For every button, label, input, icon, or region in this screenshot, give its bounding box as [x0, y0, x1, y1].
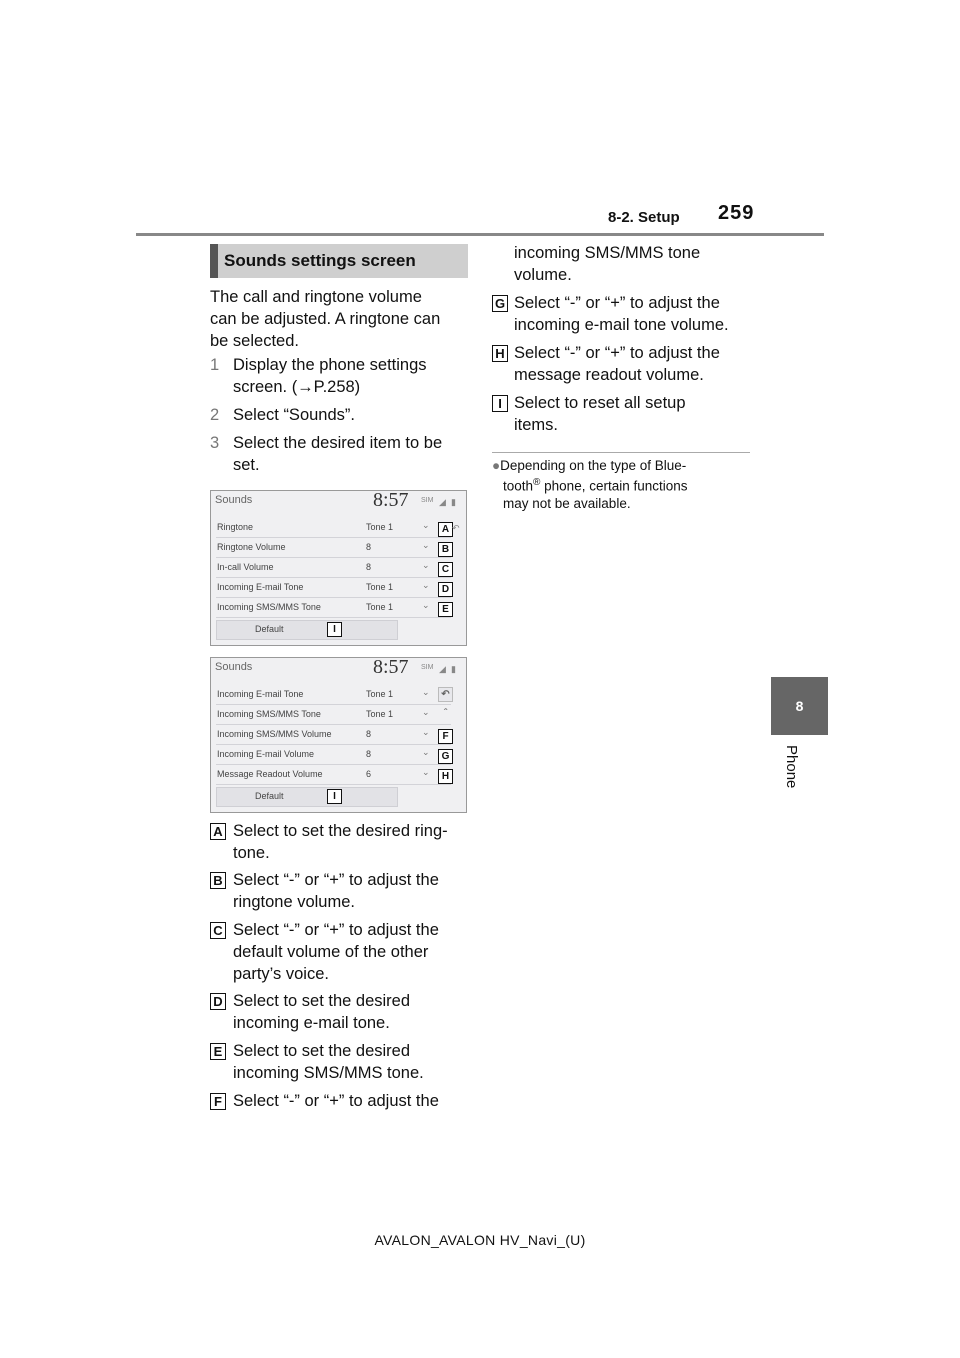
row-value: 8 [366, 542, 372, 552]
item-line: Select to reset all setup [514, 394, 686, 412]
screen-row[interactable] [216, 598, 451, 618]
item-line: tone. [233, 844, 270, 862]
row-value: Tone 1 [366, 522, 394, 532]
intro-paragraph [210, 286, 440, 352]
row-name: Incoming SMS/MMS Tone [217, 709, 321, 719]
note-line: tooth [503, 478, 534, 494]
sounds-screen-1 [210, 490, 467, 646]
chevron-down-icon: ⌄ [422, 687, 430, 697]
note-divider [492, 452, 750, 453]
row-value: Tone 1 [366, 602, 394, 612]
step-line: Select “Sounds”. [233, 406, 355, 424]
marker-b: B [438, 542, 453, 557]
item-line: Select “-” or “+” to adjust the [233, 921, 439, 939]
item-h [492, 342, 720, 386]
row-value: 8 [366, 729, 372, 739]
item-c [210, 919, 439, 985]
sounds-screen-2 [210, 657, 467, 813]
marker-g: G [438, 749, 453, 764]
row-value: 8 [366, 749, 372, 759]
item-line: ringtone volume. [233, 893, 355, 911]
item-line: Select “-” or “+” to adjust the [514, 294, 720, 312]
step-line: Select the desired item to be [233, 434, 443, 452]
marker-f: F [210, 1093, 226, 1110]
row-value: 8 [366, 562, 372, 572]
row-name: Incoming E-mail Tone [217, 582, 304, 592]
item-g [492, 292, 729, 336]
section-heading: Sounds settings screen [210, 244, 468, 278]
note-line: phone, certain functions [540, 478, 688, 494]
chevron-down-icon: ⌄ [422, 767, 430, 777]
marker-e: E [210, 1043, 226, 1060]
row-name: Ringtone [217, 522, 254, 532]
default-label: Default [255, 624, 284, 634]
row-value: 6 [366, 769, 372, 779]
battery-icon: ▮ [451, 664, 456, 674]
screen-clock: 8:57 [373, 490, 409, 511]
item-line: volume. [514, 266, 572, 284]
intro-line: The call and ringtone volume [210, 288, 422, 306]
screen-row[interactable] [216, 558, 451, 578]
chevron-down-icon: ⌄ [422, 560, 430, 570]
screen-row[interactable] [216, 685, 451, 705]
chevron-down-icon: ⌄ [422, 727, 430, 737]
header-rule [136, 233, 824, 236]
intro-line: be selected. [210, 332, 299, 350]
chapter-title: Phone [783, 745, 800, 789]
marker-c: C [438, 562, 453, 577]
marker-d: D [210, 993, 226, 1010]
chevron-down-icon: ⌄ [422, 580, 430, 590]
battery-icon: ▮ [451, 497, 456, 507]
default-label: Default [255, 791, 284, 801]
marker-f: F [438, 729, 453, 744]
step-line: screen. (→P.258) [233, 378, 361, 396]
chevron-down-icon: ⌄ [422, 600, 430, 610]
signal-icon: ◢ [439, 664, 446, 674]
marker-d: D [438, 582, 453, 597]
row-name: In-call Volume [217, 562, 274, 572]
row-value: Tone 1 [366, 689, 394, 699]
marker-i: I [492, 395, 508, 412]
row-name: Message Readout Volume [217, 769, 323, 779]
item-f-continuation [514, 242, 700, 286]
chapter-tab [771, 677, 828, 735]
item-line: Select to set the desired ring- [233, 822, 448, 840]
default-button[interactable] [216, 620, 398, 640]
step-line: set. [233, 456, 260, 474]
item-line: Select “-” or “+” to adjust the [233, 1092, 439, 1110]
item-line: incoming e-mail tone. [233, 1014, 390, 1032]
default-button[interactable] [216, 787, 398, 807]
item-line: items. [514, 416, 559, 434]
row-name: Incoming E-mail Tone [217, 689, 304, 699]
item-line: incoming SMS/MMS tone. [233, 1064, 424, 1082]
step-3 [210, 432, 442, 476]
screen-row[interactable] [216, 745, 451, 765]
step-1 [210, 354, 427, 398]
marker-c: C [210, 922, 226, 939]
row-name: Incoming SMS/MMS Volume [217, 729, 332, 739]
step-2 [210, 404, 355, 426]
item-line: Select to set the desired [233, 1042, 411, 1060]
item-b [210, 869, 439, 913]
scroll-up-icon[interactable]: ˆ [443, 708, 448, 719]
section-title: 8-2. Setup [608, 209, 680, 226]
item-line: party’s voice. [233, 965, 329, 983]
screen-status-bar [211, 491, 466, 513]
screen-row[interactable] [216, 518, 451, 538]
sim-indicator: SIM [421, 664, 434, 671]
item-f [210, 1090, 439, 1112]
step-number: 2 [210, 406, 220, 424]
item-line: incoming SMS/MMS tone [514, 244, 701, 262]
sim-indicator: SIM [421, 497, 434, 504]
step-number: 3 [210, 434, 220, 452]
chevron-down-icon: ⌄ [422, 520, 430, 530]
row-name: Incoming SMS/MMS Tone [217, 602, 321, 612]
marker-a: A [210, 823, 226, 840]
screen-row[interactable] [216, 725, 451, 745]
item-d [210, 990, 410, 1034]
marker-h: H [492, 345, 508, 362]
signal-icon: ◢ [439, 497, 446, 507]
item-line: message readout volume. [514, 366, 704, 384]
note-line: may not be available. [503, 495, 631, 511]
item-i [492, 392, 686, 436]
marker-e: E [438, 602, 453, 617]
note [492, 457, 752, 512]
screen-row[interactable] [216, 538, 451, 558]
row-value: Tone 1 [366, 582, 394, 592]
screen-row[interactable] [216, 578, 451, 598]
intro-line: can be adjusted. A ringtone can [210, 310, 441, 328]
item-line: Select “-” or “+” to adjust the [514, 344, 720, 362]
chevron-down-icon: ⌄ [422, 707, 430, 717]
item-line: Select “-” or “+” to adjust the [233, 871, 439, 889]
screen-title: Sounds [215, 661, 253, 673]
note-line: Depending on the type of Blue- [500, 458, 687, 473]
screen-clock: 8:57 [373, 657, 409, 678]
row-name: Ringtone Volume [217, 542, 286, 552]
item-line: Select to set the desired [233, 992, 411, 1010]
marker-i: I [327, 622, 342, 637]
step-number: 1 [210, 356, 220, 374]
back-icon[interactable]: ↶ [438, 687, 453, 702]
screen-row[interactable] [216, 765, 451, 785]
screen-title: Sounds [215, 494, 253, 506]
registered-mark: ® [533, 477, 541, 488]
item-a [210, 820, 448, 864]
screen-status-bar [211, 658, 466, 680]
chevron-down-icon: ⌄ [422, 540, 430, 550]
marker-g: G [492, 295, 508, 312]
row-value: Tone 1 [366, 709, 394, 719]
chapter-number: 8 [795, 698, 804, 714]
chapter-label [760, 745, 840, 805]
marker-h: H [438, 769, 453, 784]
item-line: default volume of the other [233, 943, 429, 961]
marker-a: A [438, 522, 453, 537]
chevron-down-icon: ⌄ [422, 747, 430, 757]
step-line: Display the phone settings [233, 356, 427, 374]
row-name: Incoming E-mail Volume [217, 749, 315, 759]
marker-i: I [327, 789, 342, 804]
back-icon[interactable]: ↶ [452, 523, 460, 533]
bullet-icon: ● [492, 458, 501, 473]
footer-model: AVALON_AVALON HV_Navi_(U) [374, 1232, 586, 1248]
page-number: 259 [718, 202, 755, 224]
marker-b: B [210, 872, 226, 889]
item-e [210, 1040, 424, 1084]
item-line: incoming e-mail tone volume. [514, 316, 729, 334]
screen-row[interactable] [216, 705, 451, 725]
